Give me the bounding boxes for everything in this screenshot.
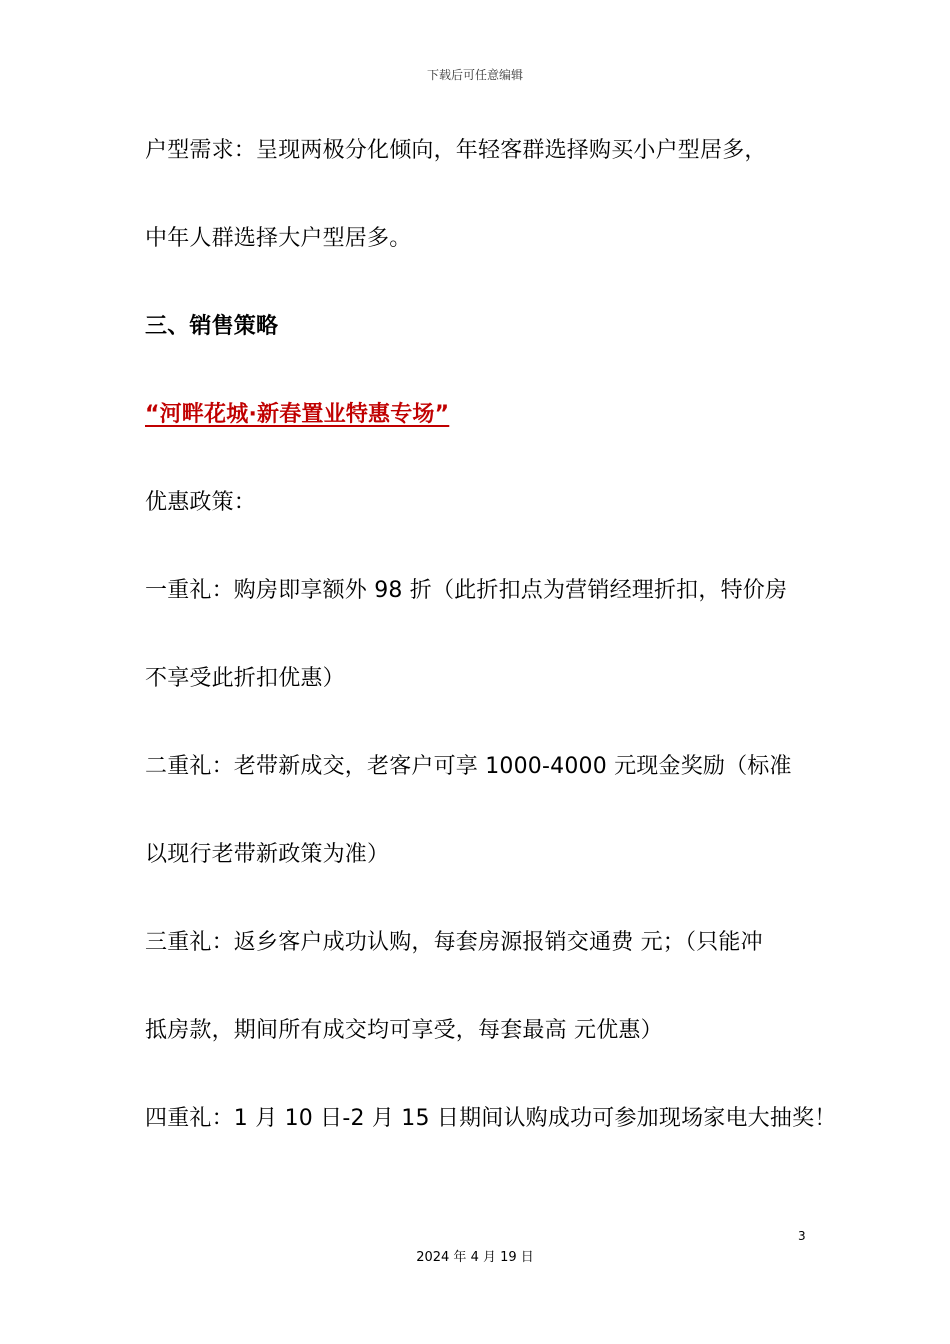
body-line-gift-two: 二重礼：老带新成交，老客户可享 1000-4000 元现金奖励（标准 — [145, 754, 792, 779]
header-note: 下载后可任意编辑 — [426, 68, 523, 82]
section-heading-sales-strategy: 三、销售策略 — [145, 314, 279, 339]
body-line-gift-one-cont: 不享受此折扣优惠） — [145, 666, 345, 691]
promotion-title: “河畔花城·新春置业特惠专场” — [145, 402, 450, 427]
body-line-gift-four: 四重礼：1 月 10 日-2 月 15 日期间认购成功可参加现场家电大抽奖！ — [145, 1106, 837, 1131]
body-line-unit-demand: 户型需求：呈现两极分化倾向，年轻客群选择购买小户型居多， — [145, 138, 767, 163]
body-line-unit-demand-cont: 中年人群选择大户型居多。 — [145, 226, 412, 251]
body-line-policy-label: 优惠政策： — [145, 490, 257, 515]
page-number: 3 — [798, 1229, 806, 1243]
body-line-gift-three: 三重礼：返乡客户成功认购，每套房源报销交通费 元；（只能冲 — [145, 930, 763, 955]
body-line-gift-three-cont: 抵房款，期间所有成交均可享受，每套最高 元优惠） — [145, 1018, 663, 1043]
body-line-gift-one: 一重礼：购房即享额外 98 折（此折扣点为营销经理折扣，特价房 — [145, 578, 788, 603]
footer-date: 2024 年 4 月 19 日 — [416, 1250, 534, 1265]
body-line-gift-two-cont: 以现行老带新政策为准） — [145, 842, 390, 867]
